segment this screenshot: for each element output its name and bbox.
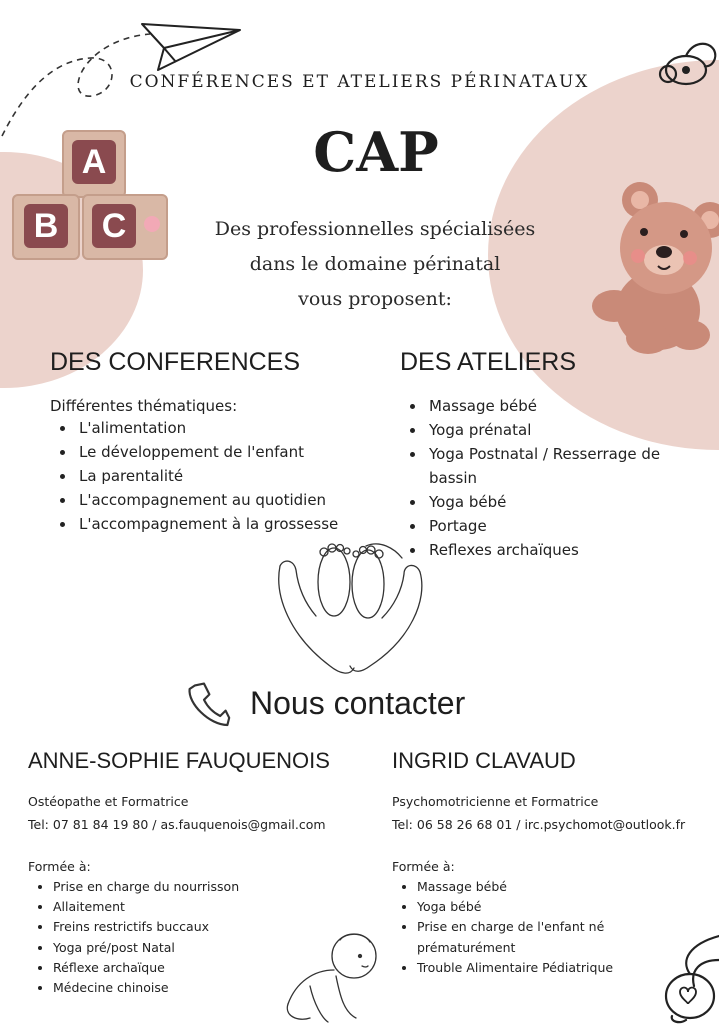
block-b — [12, 194, 80, 260]
block-letter-a: A — [72, 140, 116, 184]
ateliers-title: DES ATELIERS — [400, 348, 576, 376]
list-item: L'accompagnement à la grossesse — [50, 512, 390, 536]
ateliers-list — [400, 394, 690, 562]
list-item: Réflexe archaïque — [28, 958, 330, 978]
hands-baby-feet-illustration — [270, 536, 430, 678]
conferences-title: DES CONFERENCES — [50, 348, 301, 376]
person-card — [392, 748, 685, 978]
intro-line: Des professionnelles spécialisées — [214, 218, 536, 240]
list-item: Yoga pré/post Natal — [28, 938, 330, 958]
list-item: Yoga bébé — [392, 897, 632, 917]
list-item: Allaitement — [28, 897, 330, 917]
person-name: INGRID CLAVAUD — [392, 748, 576, 773]
person-contact[interactable]: Tel: 07 81 84 19 80 / as.fauquenois@gmail.com — [28, 817, 326, 832]
list-item: Prise en charge du nourrisson — [28, 877, 330, 897]
baby-heart-illustration — [650, 930, 719, 1024]
paper-plane-icon — [0, 0, 250, 140]
conferences-lead: Différentes thématiques: — [50, 397, 238, 415]
flower-icon — [144, 216, 160, 232]
person-role: Ostéopathe et Formatrice — [28, 794, 189, 809]
teddy-bear-illustration — [578, 170, 719, 360]
phone-icon — [186, 680, 236, 730]
list-item: Portage — [400, 514, 690, 538]
list-item: Prise en charge de l'enfant né prématurément — [392, 917, 632, 957]
list-item: Massage bébé — [392, 877, 632, 897]
list-item: Yoga bébé — [400, 490, 690, 514]
intro-line: dans le domaine périnatal — [249, 253, 501, 275]
list-item: Médecine chinoise — [28, 978, 330, 998]
trained-list — [392, 877, 632, 978]
list-item: Freins restrictifs buccaux — [28, 917, 330, 937]
block-letter-c: C — [92, 204, 136, 248]
trained-label: Formée à: — [392, 859, 455, 874]
list-item: Massage bébé — [400, 394, 690, 418]
crawling-baby-illustration — [274, 926, 394, 1024]
list-item: L'alimentation — [50, 416, 390, 440]
list-item: Reflexes archaïques — [400, 538, 690, 562]
person-role: Psychomotricienne et Formatrice — [392, 794, 599, 809]
list-item: Le développement de l'enfant — [50, 440, 390, 464]
list-item: L'accompagnement au quotidien — [50, 488, 390, 512]
conferences-list — [50, 416, 390, 536]
intro-line: vous proposent: — [298, 288, 452, 310]
list-item: La parentalité — [50, 464, 390, 488]
list-item: Trouble Alimentaire Pédiatrique — [392, 958, 632, 978]
block-letter-b: B — [24, 204, 68, 248]
list-item: Yoga prénatal — [400, 418, 690, 442]
page-subtitle: CONFÉRENCES ET ATELIERS PÉRINATAUX — [129, 72, 590, 92]
block-c — [82, 194, 168, 260]
person-name: ANNE-SOPHIE FAUQUENOIS — [28, 748, 330, 773]
page-title: CAP — [313, 120, 439, 184]
list-item: Yoga Postnatal / Resserrage de bassin — [400, 442, 690, 490]
person-contact[interactable]: Tel: 06 58 26 68 01 / irc.psychomot@outlook.fr — [392, 817, 686, 832]
intro-text — [170, 212, 580, 317]
contact-title: Nous contacter — [250, 685, 466, 721]
trained-label: Formée à: — [28, 859, 91, 874]
